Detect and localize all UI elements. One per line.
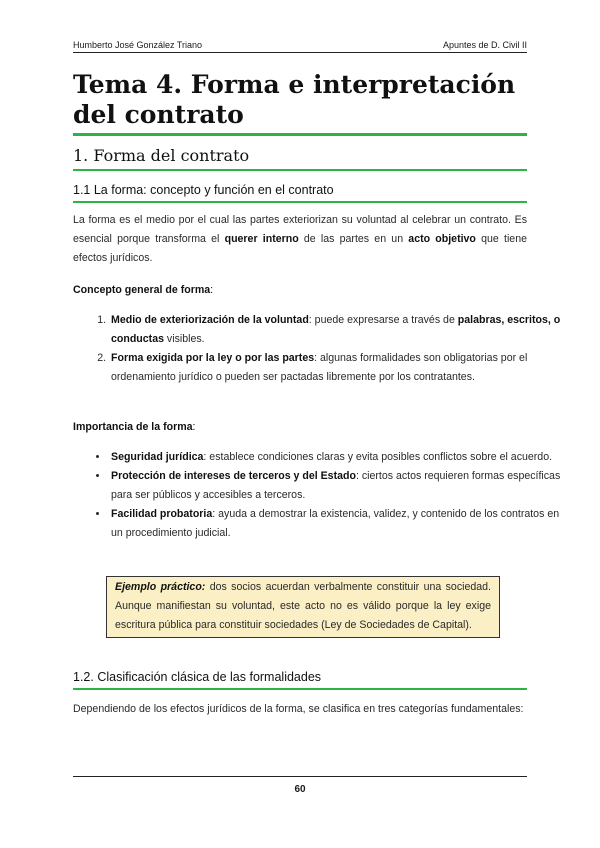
list-item (109, 448, 563, 467)
section-heading: 1. Forma del contrato (73, 146, 250, 165)
list-item-bold: Medio de exteriorización de la voluntad (111, 314, 309, 326)
list-item-bold: Seguridad jurídica (111, 451, 204, 463)
header-author: Humberto José González Triano (73, 40, 203, 50)
list-item (109, 349, 563, 387)
page-header (73, 34, 527, 50)
list-item-bold: Protección de intereses de terceros y del Estado (111, 470, 356, 482)
subsection-underline-1-2 (73, 688, 527, 690)
list-item (109, 311, 563, 349)
importance-list (73, 448, 563, 543)
list-item-text-2: visibles. (163, 333, 205, 345)
importance-label-text: Importancia de la forma (73, 421, 193, 433)
intro-text-3: que tiene efectos jurídicos. (73, 233, 527, 264)
example-label: Ejemplo práctico: (115, 581, 206, 593)
classification-intro: Dependiendo de los efectos jurídicos de la forma, se clasifica en tres categorías fundamentales: (73, 703, 524, 715)
chapter-title: Tema 4. Forma e interpretación del contrato (73, 70, 516, 129)
concept-list (73, 311, 563, 387)
intro-text-1: La forma es el medio por el cual las partes exteriorizan su voluntad al celebrar un contrato. Es esencial porque transforma el (73, 214, 527, 245)
list-item-text: : algunas formalidades son obligatorias por el ordenamiento jurídico o pueden ser pactadas libremente por los contratantes. (111, 352, 528, 383)
intro-bold-1: querer interno (224, 233, 299, 245)
list-item (109, 505, 563, 543)
concept-label: Concepto general de forma: (73, 284, 214, 296)
header-course: Apuntes de D. Civil II (442, 40, 527, 50)
section-underline (73, 169, 527, 171)
list-item-text: : puede expresarse a través de (308, 314, 458, 326)
footer-divider (73, 776, 527, 777)
header-divider (73, 52, 527, 53)
subsection-underline-1-1 (73, 201, 527, 203)
subsection-heading-1-2: 1.2. Clasificación clásica de las formalidades (73, 670, 322, 684)
list-item-bold: Facilidad probatoria (111, 508, 213, 520)
list-item-text: : ciertos actos requieren formas específicas para ser públicos y accesibles a terceros. (111, 470, 561, 501)
subsection-heading-1-1: 1.1 La forma: concepto y función en el contrato (73, 183, 334, 197)
importance-label: Importancia de la forma: (73, 421, 196, 433)
intro-bold-2: acto objetivo (408, 233, 476, 245)
list-item-bold-2: palabras, escritos, o conductas (111, 314, 561, 345)
intro-paragraph (73, 211, 527, 268)
example-text: dos socios acuerdan verbalmente constituir una sociedad. Aunque manifiestan su voluntad, este acto no es válido porque la ley exige escritura pública para constituir sociedades (Ley de Sociedades de Capital). (115, 581, 491, 631)
example-box (106, 576, 500, 638)
list-item-text: : ayuda a demostrar la existencia, validez, y contenido de los contratos en un procedimiento judicial. (111, 508, 560, 539)
list-item-text: : establece condiciones claras y evita posibles conflictos sobre el acuerdo. (203, 451, 553, 463)
intro-text-2: de las partes en un (298, 233, 409, 245)
page-number: 60 (294, 784, 306, 795)
title-underline (73, 133, 527, 136)
concept-label-text: Concepto general de forma (73, 284, 211, 296)
list-item (109, 467, 563, 505)
list-item-bold: Forma exigida por la ley o por las partes (111, 352, 315, 364)
